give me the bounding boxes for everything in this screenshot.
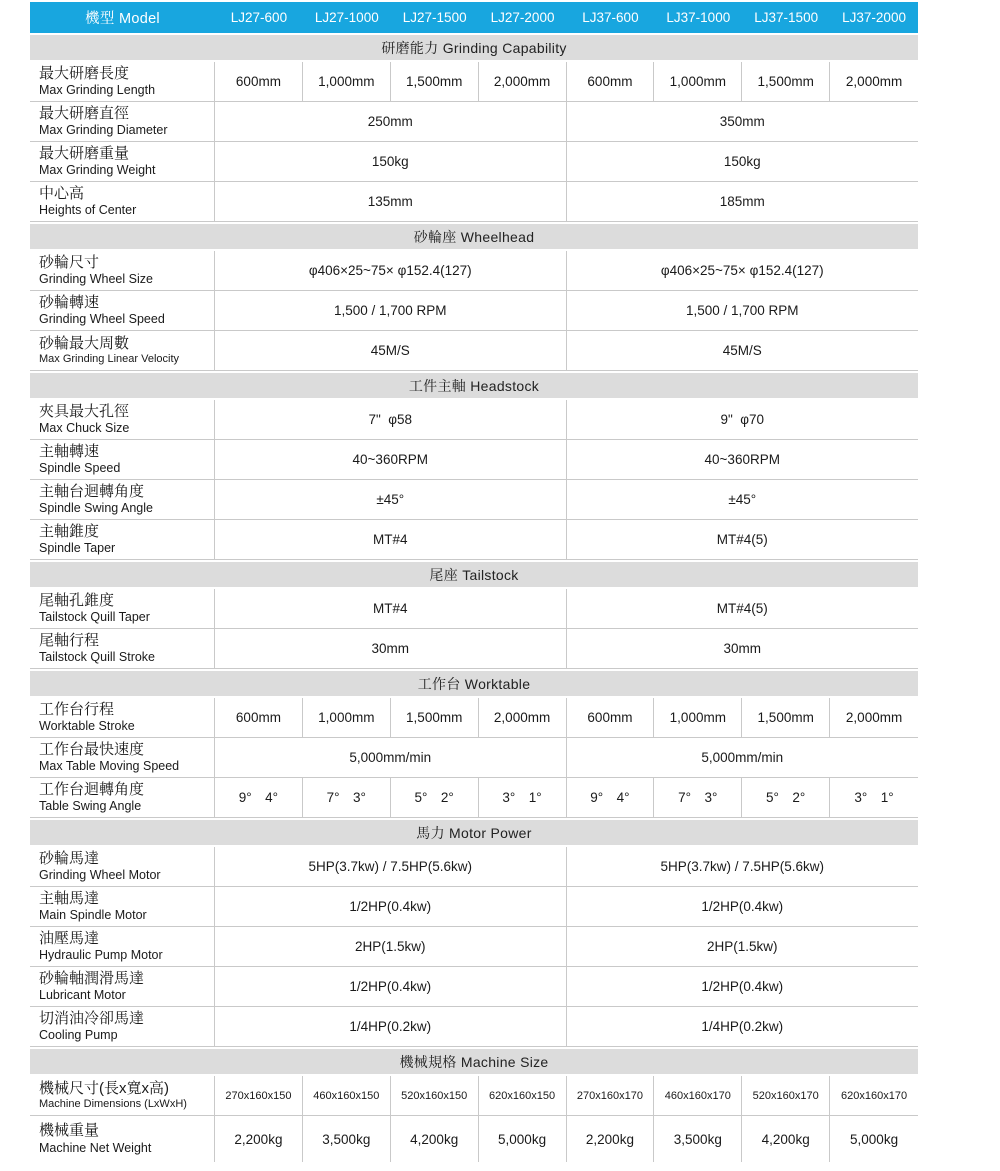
spec-value-cell: 2,000mm xyxy=(479,698,567,737)
spec-value-cell: 5° 2° xyxy=(742,778,830,817)
model-header-cell: LJ27-1000 xyxy=(314,10,379,25)
spec-value-cell: 460x160x150 xyxy=(303,1076,391,1115)
spec-value-cell: 135mm xyxy=(215,182,567,221)
row-label-en: Max Table Moving Speed xyxy=(39,759,180,774)
section-bar: 馬力 Motor Power xyxy=(30,820,918,845)
row-label-zh: 機械尺寸(長x寬x高) xyxy=(39,1079,169,1097)
spec-row xyxy=(30,142,918,182)
row-label-zh: 最大研磨長度 xyxy=(39,64,130,82)
row-label xyxy=(30,589,215,628)
row-label-zh: 主軸馬達 xyxy=(39,889,100,907)
spec-value-cell: 30mm xyxy=(215,629,567,668)
row-label-en: Max Grinding Weight xyxy=(39,163,156,178)
row-label-zh: 機械重量 xyxy=(39,1122,100,1140)
spec-value-cell: 7° 3° xyxy=(303,778,391,817)
row-label-en: Max Grinding Length xyxy=(39,83,156,98)
row-label-en: Table Swing Angle xyxy=(39,799,142,814)
row-label xyxy=(30,142,215,181)
row-label-zh: 最大研磨直徑 xyxy=(39,104,130,122)
spec-row xyxy=(30,102,918,142)
spec-value-cell: ±45° xyxy=(215,480,567,519)
spec-row xyxy=(30,331,918,371)
row-label xyxy=(30,520,215,559)
row-label-zh: 尾軸孔錐度 xyxy=(39,591,115,609)
row-label-zh: 砂輪轉速 xyxy=(39,293,100,311)
row-label-zh: 工作台行程 xyxy=(39,700,115,718)
row-label xyxy=(30,778,215,817)
section-bar: 尾座 Tailstock xyxy=(30,562,918,587)
model-header-cell: LJ37-2000 xyxy=(842,10,906,25)
spec-value-cell: 1/2HP(0.4kw) xyxy=(701,979,784,994)
row-label-en: Machine Dimensions (LxWxH) xyxy=(39,1098,187,1111)
section-bar: 工作台 Worktable xyxy=(30,671,918,696)
spec-value-cell: φ406×25~75× φ152.4(127) xyxy=(215,251,567,290)
spec-value-cell: 620x160x170 xyxy=(841,1089,908,1102)
row-label xyxy=(30,102,215,141)
spec-value-cell: 1,000mm xyxy=(303,698,391,737)
row-label-zh: 工作台最快速度 xyxy=(39,740,145,758)
spec-value-cell: 1,500mm xyxy=(391,698,479,737)
row-label xyxy=(30,182,215,221)
row-label xyxy=(30,400,215,439)
spec-table xyxy=(30,2,918,1162)
model-header-label: 機型 Model xyxy=(85,11,160,27)
row-label-zh: 主軸錐度 xyxy=(39,522,100,540)
row-label-zh: 尾軸行程 xyxy=(39,631,100,649)
model-header-cell: LJ37-1000 xyxy=(666,10,731,25)
row-label xyxy=(30,291,215,330)
row-label xyxy=(30,1116,215,1162)
spec-value-cell: 270x160x150 xyxy=(215,1076,303,1115)
row-label-en: Max Chuck Size xyxy=(39,421,130,436)
row-label-zh: 砂輪軸潤滑馬達 xyxy=(39,969,145,987)
spec-value-cell: 1,500mm xyxy=(742,698,830,737)
row-label xyxy=(30,1007,215,1046)
spec-value-cell: MT#4(5) xyxy=(716,601,768,616)
spec-value-cell: 600mm xyxy=(567,698,655,737)
row-label xyxy=(30,927,215,966)
spec-row xyxy=(30,887,918,927)
row-label-en: Tailstock Quill Taper xyxy=(39,610,150,625)
spec-value-cell: ±45° xyxy=(728,492,757,507)
model-header-cell: LJ37-1500 xyxy=(754,10,819,25)
spec-value-cell: 270x160x170 xyxy=(567,1076,655,1115)
spec-value-cell: 1/4HP(0.2kw) xyxy=(215,1007,567,1046)
row-label-zh: 砂輪尺寸 xyxy=(39,253,100,271)
spec-value-cell: 2,200kg xyxy=(215,1116,303,1162)
spec-value-cell: 1,500 / 1,700 RPM xyxy=(215,291,567,330)
spec-row xyxy=(30,520,918,560)
spec-row xyxy=(30,589,918,629)
row-label xyxy=(30,698,215,737)
spec-value-cell: 5HP(3.7kw) / 7.5HP(5.6kw) xyxy=(215,847,567,886)
spec-value-cell: 1,500mm xyxy=(742,62,830,101)
spec-row xyxy=(30,1007,918,1047)
spec-value-cell: 250mm xyxy=(215,102,567,141)
model-header-cell: LJ27-600 xyxy=(230,10,288,25)
row-label-zh: 夾具最大孔徑 xyxy=(39,402,130,420)
spec-value-cell: MT#4 xyxy=(215,589,567,628)
spec-value-cell: 40~360RPM xyxy=(704,452,780,467)
row-label-en: Max Grinding Diameter xyxy=(39,123,168,138)
row-label xyxy=(30,738,215,777)
row-label xyxy=(30,887,215,926)
spec-value-cell: MT#4 xyxy=(215,520,567,559)
spec-row xyxy=(30,182,918,222)
spec-value-cell: 2,000mm xyxy=(845,710,903,725)
row-label xyxy=(30,967,215,1006)
row-label-zh: 工作台迴轉角度 xyxy=(39,780,145,798)
spec-value-cell: 7" φ58 xyxy=(215,400,567,439)
spec-value-cell: 185mm xyxy=(719,194,765,209)
spec-value-cell: 30mm xyxy=(723,641,761,656)
row-label xyxy=(30,1076,215,1115)
spec-value-cell: 45M/S xyxy=(722,343,762,358)
spec-value-cell: 45M/S xyxy=(215,331,567,370)
row-label-en: Tailstock Quill Stroke xyxy=(39,650,156,665)
spec-value-cell: 1/4HP(0.2kw) xyxy=(701,1019,784,1034)
spec-value-cell: 2,000mm xyxy=(479,62,567,101)
model-header-cell: LJ27-1500 xyxy=(402,10,467,25)
spec-value-cell: 2HP(1.5kw) xyxy=(215,927,567,966)
section-bar: 工件主軸 Headstock xyxy=(30,373,918,398)
spec-value-cell: 3,500kg xyxy=(303,1116,391,1162)
spec-value-cell: 1/2HP(0.4kw) xyxy=(215,967,567,1006)
spec-value-cell: 600mm xyxy=(215,62,303,101)
spec-value-cell: 5,000kg xyxy=(850,1131,899,1147)
row-label-en: Grinding Wheel Size xyxy=(39,272,153,287)
row-label-en: Spindle Swing Angle xyxy=(39,501,153,516)
spec-value-cell: 9" φ70 xyxy=(720,412,765,427)
row-label-zh: 切消油冷卻馬達 xyxy=(39,1009,145,1027)
spec-row xyxy=(30,400,918,440)
spec-value-cell: φ406×25~75× φ152.4(127) xyxy=(660,263,824,278)
spec-row xyxy=(30,440,918,480)
spec-value-cell: 3,500kg xyxy=(654,1116,742,1162)
spec-value-cell: 2HP(1.5kw) xyxy=(706,939,778,954)
row-label xyxy=(30,480,215,519)
spec-row xyxy=(30,1076,918,1116)
spec-value-cell: 4,200kg xyxy=(742,1116,830,1162)
row-label-zh: 砂輪馬達 xyxy=(39,849,100,867)
model-header-row xyxy=(30,2,918,33)
spec-row xyxy=(30,291,918,331)
spec-row xyxy=(30,778,918,818)
spec-value-cell: 5HP(3.7kw) / 7.5HP(5.6kw) xyxy=(660,859,825,874)
row-label-en: Lubricant Motor xyxy=(39,988,126,1003)
spec-value-cell: 600mm xyxy=(567,62,655,101)
spec-value-cell: 150kg xyxy=(723,154,761,169)
row-label-en: Main Spindle Motor xyxy=(39,908,147,923)
spec-row xyxy=(30,967,918,1007)
spec-value-cell: 3° 1° xyxy=(854,790,894,805)
spec-row xyxy=(30,927,918,967)
spec-row xyxy=(30,480,918,520)
row-label xyxy=(30,62,215,101)
row-label-en: Grinding Wheel Speed xyxy=(39,312,165,327)
spec-value-cell: 2,000mm xyxy=(845,74,903,89)
row-label xyxy=(30,440,215,479)
spec-row xyxy=(30,629,918,669)
spec-value-cell: 5,000mm/min xyxy=(701,750,784,765)
row-label-zh: 砂輪最大周數 xyxy=(39,334,130,352)
row-label-en: Machine Net Weight xyxy=(39,1140,152,1155)
spec-value-cell: 1,500 / 1,700 RPM xyxy=(685,303,799,318)
row-label xyxy=(30,251,215,290)
spec-value-cell: 520x160x170 xyxy=(742,1076,830,1115)
model-header-cell: LJ27-2000 xyxy=(490,10,555,25)
row-label-zh: 中心高 xyxy=(39,184,85,202)
spec-value-cell: 1,000mm xyxy=(654,698,742,737)
row-label xyxy=(30,847,215,886)
row-label-en: Worktable Stroke xyxy=(39,719,135,734)
spec-table-body xyxy=(30,35,918,1162)
spec-value-cell: 350mm xyxy=(719,114,765,129)
spec-value-cell: 1,500mm xyxy=(391,62,479,101)
row-label xyxy=(30,331,215,370)
spec-value-cell: 5,000mm/min xyxy=(215,738,567,777)
row-label xyxy=(30,629,215,668)
spec-row xyxy=(30,62,918,102)
row-label-en: Max Grinding Linear Velocity xyxy=(39,353,180,366)
spec-value-cell: 620x160x150 xyxy=(479,1076,567,1115)
spec-row xyxy=(30,251,918,291)
spec-value-cell: 2,200kg xyxy=(567,1116,655,1162)
spec-row xyxy=(30,1116,918,1162)
row-label-zh: 主軸台迴轉角度 xyxy=(39,482,145,500)
spec-value-cell: 600mm xyxy=(215,698,303,737)
spec-value-cell: 1/2HP(0.4kw) xyxy=(701,899,784,914)
section-bar: 機械規格 Machine Size xyxy=(30,1049,918,1074)
row-label-zh: 油壓馬達 xyxy=(39,929,100,947)
spec-value-cell: 40~360RPM xyxy=(215,440,567,479)
spec-value-cell: 1/2HP(0.4kw) xyxy=(215,887,567,926)
model-header-cell: LJ37-600 xyxy=(582,10,639,25)
spec-value-cell: 150kg xyxy=(215,142,567,181)
spec-value-cell: 3° 1° xyxy=(479,778,567,817)
section-bar: 砂輪座 Wheelhead xyxy=(30,224,918,249)
section-bar: 研磨能力 Grinding Capability xyxy=(30,35,918,60)
row-label-en: Hydraulic Pump Motor xyxy=(39,948,163,963)
row-label-zh: 主軸轉速 xyxy=(39,442,100,460)
row-label-en: Spindle Taper xyxy=(39,541,116,556)
spec-value-cell: MT#4(5) xyxy=(716,532,768,547)
spec-row xyxy=(30,847,918,887)
spec-row xyxy=(30,698,918,738)
spec-value-cell: 5,000kg xyxy=(479,1116,567,1162)
spec-value-cell: 1,000mm xyxy=(303,62,391,101)
row-label-en: Heights of Center xyxy=(39,203,137,218)
spec-value-cell: 7° 3° xyxy=(654,778,742,817)
spec-value-cell: 4,200kg xyxy=(391,1116,479,1162)
row-label-en: Spindle Speed xyxy=(39,461,121,476)
spec-row xyxy=(30,738,918,778)
row-label-en: Cooling Pump xyxy=(39,1028,118,1043)
spec-value-cell: 5° 2° xyxy=(391,778,479,817)
spec-value-cell: 9° 4° xyxy=(567,778,655,817)
row-label-zh: 最大研磨重量 xyxy=(39,144,130,162)
spec-value-cell: 460x160x170 xyxy=(654,1076,742,1115)
spec-value-cell: 520x160x150 xyxy=(391,1076,479,1115)
row-label-en: Grinding Wheel Motor xyxy=(39,868,161,883)
spec-value-cell: 9° 4° xyxy=(215,778,303,817)
spec-value-cell: 1,000mm xyxy=(654,62,742,101)
